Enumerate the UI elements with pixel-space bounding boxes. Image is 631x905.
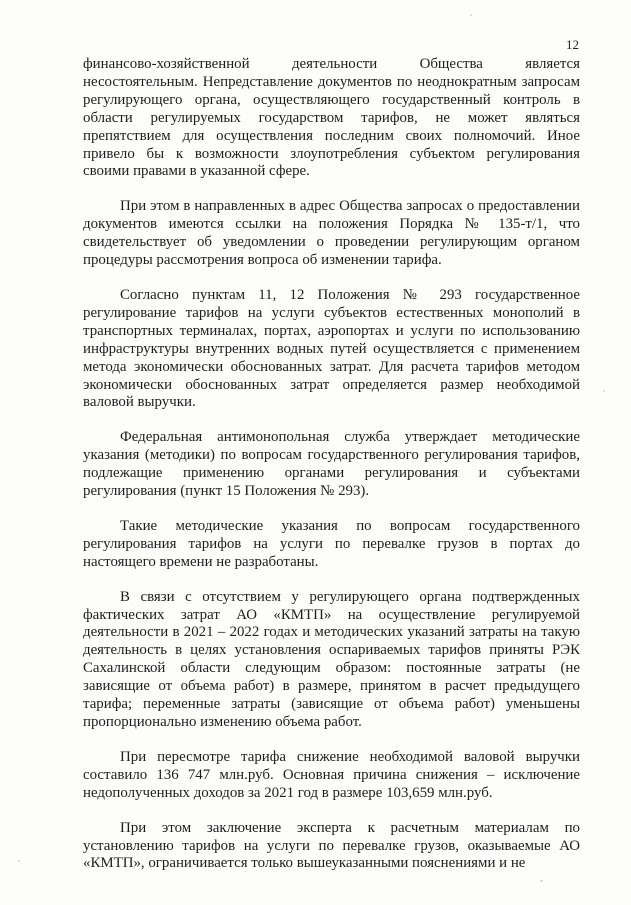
paragraph: Согласно пунктам 11, 12 Положения № 293 государственное регулирование тарифов на услуги субъектов естественных монополий в транспортных терминалах, портах, аэропортах и услуги по использованию инфраструктуры внутренних водных путей осуществляется с применением метода экономически обоснованных затрат. Для расчета тарифов методом экономически обоснованных затрат определяется размер необходимой валовой выручки. <box>83 286 580 411</box>
scan-speck <box>470 14 472 16</box>
document-body <box>83 56 580 873</box>
scan-speck <box>540 880 543 882</box>
paragraph: В связи с отсутствием у регулирующего органа подтвержденных фактических затрат АО «КМТП» на осуществление регулируемой деятельности в 2021 – 2022 годах и методических указаний затраты на такую деятельность в целях установления оспариваемых тарифов приняты РЭК Сахалинской области следующим образом: постоянные затраты (не зависящие от объема работ) в размере, принятом в расчет предыдущего тарифа; переменные затраты (зависящие от объема работ) уменьшены пропорционально изменению объема работ. <box>83 588 580 730</box>
paragraph-continuation: финансово-хозяйственной деятельности Общества является несостоятельным. Непредставление документов по неоднократным запросам регулирующего органа, осуществляющего государственный контроль в области регулируемых государством тарифов, не может являться препятствием для осуществления последним своих полномочий. Иное привело бы к возможности злоупотребления субъектом регулирования своими правами в указанной сфере. <box>83 56 580 180</box>
paragraph: При этом заключение эксперта к расчетным материалам по установлению тарифов на услуги по перевалке грузов, оказываемые АО «КМТП», ограничивается только вышеуказанными пояснениями и не <box>83 819 580 872</box>
paragraph: Такие методические указания по вопросам государственного регулирования тарифов на услуги по перевалке грузов в портах до настоящего времени не разработаны. <box>83 517 580 570</box>
paragraph: При этом в направленных в адрес Общества запросах о предоставлении документов имеются ссылки на положения Порядка № 135-т/1, что свидетельствует об уведомлении о проведении регулирующим органом процедуры рассмотрения вопроса об изменении тарифа. <box>83 198 580 269</box>
scan-speck <box>18 860 20 862</box>
page-number: 12 <box>566 37 579 52</box>
scan-speck <box>603 390 605 392</box>
paragraph: Федеральная антимонопольная служба утверждает методические указания (методики) по вопросам государственного регулирования тарифов, подлежащие применению органами регулирования и субъектами регулирования (пункт 15 Положения № 293). <box>83 429 580 500</box>
paragraph: При пересмотре тарифа снижение необходимой валовой выручки составило 136 747 млн.руб. Основная причина снижения – исключение недополученных доходов за 2021 год в размере 103,659 млн.руб. <box>83 748 580 801</box>
